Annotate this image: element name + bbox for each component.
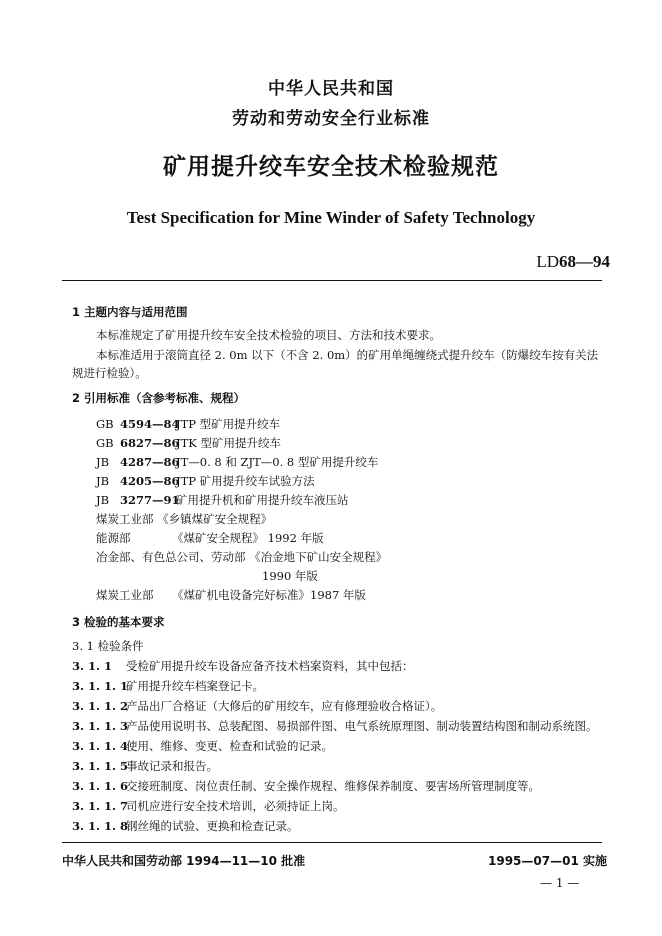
reference-item bbox=[96, 435, 281, 451]
requirement-number: 3. 1. 1. 5 bbox=[72, 759, 129, 773]
reference-number: 4205—86 bbox=[120, 474, 180, 488]
reference-other-2-doc: 《煤矿安全规程》 1992 年版 bbox=[172, 531, 324, 545]
effective-date: 1995—07—01 实施 bbox=[488, 854, 607, 868]
reference-title: JT—0. 8 和 ZJT—0. 8 型矿用提升绞车 bbox=[176, 455, 379, 469]
section-1-paragraph-2: 本标准适用于滚筒直径 2. 0m 以下（不含 2. 0m）的矿用单绳缠绕式提升绞车（防爆绞车按有关法 bbox=[96, 348, 599, 362]
requirement-text: 产品使用说明书、总装配图、易损部件图、电气系统原理图、制动装置结构图和制动系统图。 bbox=[126, 719, 598, 733]
reference-title: JTK 型矿用提升绞车 bbox=[176, 436, 282, 450]
reference-other-1: 煤炭工业部 《乡镇煤矿安全规程》 bbox=[96, 512, 273, 526]
requirement-item bbox=[72, 758, 218, 774]
page-number: — 1 — bbox=[540, 876, 580, 890]
standard-code-prefix: LD bbox=[536, 252, 559, 271]
requirement-text: 受检矿用提升绞车设备应备齐技术档案资料，其中包括： bbox=[126, 659, 414, 673]
reference-prefix: JB bbox=[96, 474, 110, 488]
requirement-number: 3. 1. 1. 8 bbox=[72, 819, 129, 833]
requirement-item bbox=[72, 718, 598, 734]
requirement-number: 3. 1. 1 bbox=[72, 659, 113, 673]
requirement-item bbox=[72, 798, 345, 814]
requirement-text: 使用、维修、变更、检查和试验的记录。 bbox=[126, 739, 333, 753]
header-divider bbox=[62, 280, 602, 281]
requirement-number: 3. 1. 1. 3 bbox=[72, 719, 129, 733]
standard-category: 劳动和劳动安全行业标准 bbox=[232, 109, 430, 129]
requirement-item bbox=[72, 698, 442, 714]
section-3-heading: 3 检验的基本要求 bbox=[72, 615, 165, 629]
requirement-text: 事故记录和报告。 bbox=[126, 759, 218, 773]
requirement-number: 3. 1. 1. 6 bbox=[72, 779, 129, 793]
reference-prefix: GB bbox=[96, 436, 114, 450]
reference-other-4-doc: 《煤矿机电设备完好标准》1987 年版 bbox=[172, 588, 366, 602]
section-2-heading: 2 引用标准（含参考标准、规程） bbox=[72, 391, 246, 405]
reference-item bbox=[96, 454, 378, 470]
requirement-item bbox=[72, 778, 540, 794]
reference-other-2-org: 能源部 bbox=[96, 531, 131, 545]
document-title: 矿用提升绞车安全技术检验规范 bbox=[163, 154, 499, 180]
requirement-text: 矿用提升绞车档案登记卡。 bbox=[126, 679, 264, 693]
requirement-item bbox=[72, 678, 264, 694]
reference-other-3-year: 1990 年版 bbox=[262, 569, 318, 583]
reference-title: 矿用提升机和矿用提升绞车液压站 bbox=[176, 493, 349, 507]
document-title-english: Test Specification for Mine Winder of Safety Technology bbox=[126, 208, 536, 227]
requirement-text: 司机应进行安全技术培训，必须持证上岗。 bbox=[126, 799, 345, 813]
requirement-text: 产品出厂合格证（大修后的矿用绞车，应有修理验收合格证）。 bbox=[126, 699, 443, 713]
section-1-heading: 1 主题内容与适用范围 bbox=[72, 305, 188, 319]
reference-number: 6827—86 bbox=[120, 436, 180, 450]
footer-divider bbox=[62, 842, 602, 843]
requirement-text: 交接班制度、岗位责任制、安全操作规程、维修保养制度、要害场所管理制度等。 bbox=[126, 779, 540, 793]
reference-item bbox=[96, 416, 280, 432]
standard-code-number: 68—94 bbox=[559, 252, 610, 271]
reference-other-4-org: 煤炭工业部 bbox=[96, 588, 154, 602]
standard-code bbox=[510, 252, 610, 272]
reference-other-3: 冶金部、有色总公司、劳动部 《冶金地下矿山安全规程》 bbox=[96, 550, 388, 564]
reference-title: JTP 型矿用提升绞车 bbox=[176, 417, 281, 431]
issuer-country: 中华人民共和国 bbox=[268, 79, 394, 99]
reference-title: JTP 矿用提升绞车试验方法 bbox=[176, 474, 315, 488]
reference-prefix: GB bbox=[96, 417, 114, 431]
requirement-item bbox=[72, 738, 333, 754]
reference-number: 4594—84 bbox=[120, 417, 180, 431]
reference-number: 4287—86 bbox=[120, 455, 180, 469]
requirement-text: 钢丝绳的试验、更换和检查记录。 bbox=[126, 819, 299, 833]
requirement-number: 3. 1. 1. 7 bbox=[72, 799, 129, 813]
section-3-1-heading: 3. 1 检验条件 bbox=[72, 639, 144, 653]
requirement-number: 3. 1. 1. 1 bbox=[72, 679, 129, 693]
requirement-item bbox=[72, 658, 414, 674]
reference-prefix: JB bbox=[96, 455, 110, 469]
section-1-paragraph-2-cont: 规进行检验）。 bbox=[72, 366, 147, 380]
requirement-number: 3. 1. 1. 4 bbox=[72, 739, 129, 753]
requirement-item bbox=[72, 818, 299, 834]
reference-item bbox=[96, 492, 349, 508]
approval-line: 中华人民共和国劳动部 1994—11—10 批准 bbox=[62, 854, 306, 868]
reference-prefix: JB bbox=[96, 493, 110, 507]
reference-number: 3277—91 bbox=[120, 493, 180, 507]
requirement-number: 3. 1. 1. 2 bbox=[72, 699, 129, 713]
section-1-paragraph-1: 本标准规定了矿用提升绞车安全技术检验的项目、方法和技术要求。 bbox=[96, 328, 441, 342]
reference-item bbox=[96, 473, 315, 489]
